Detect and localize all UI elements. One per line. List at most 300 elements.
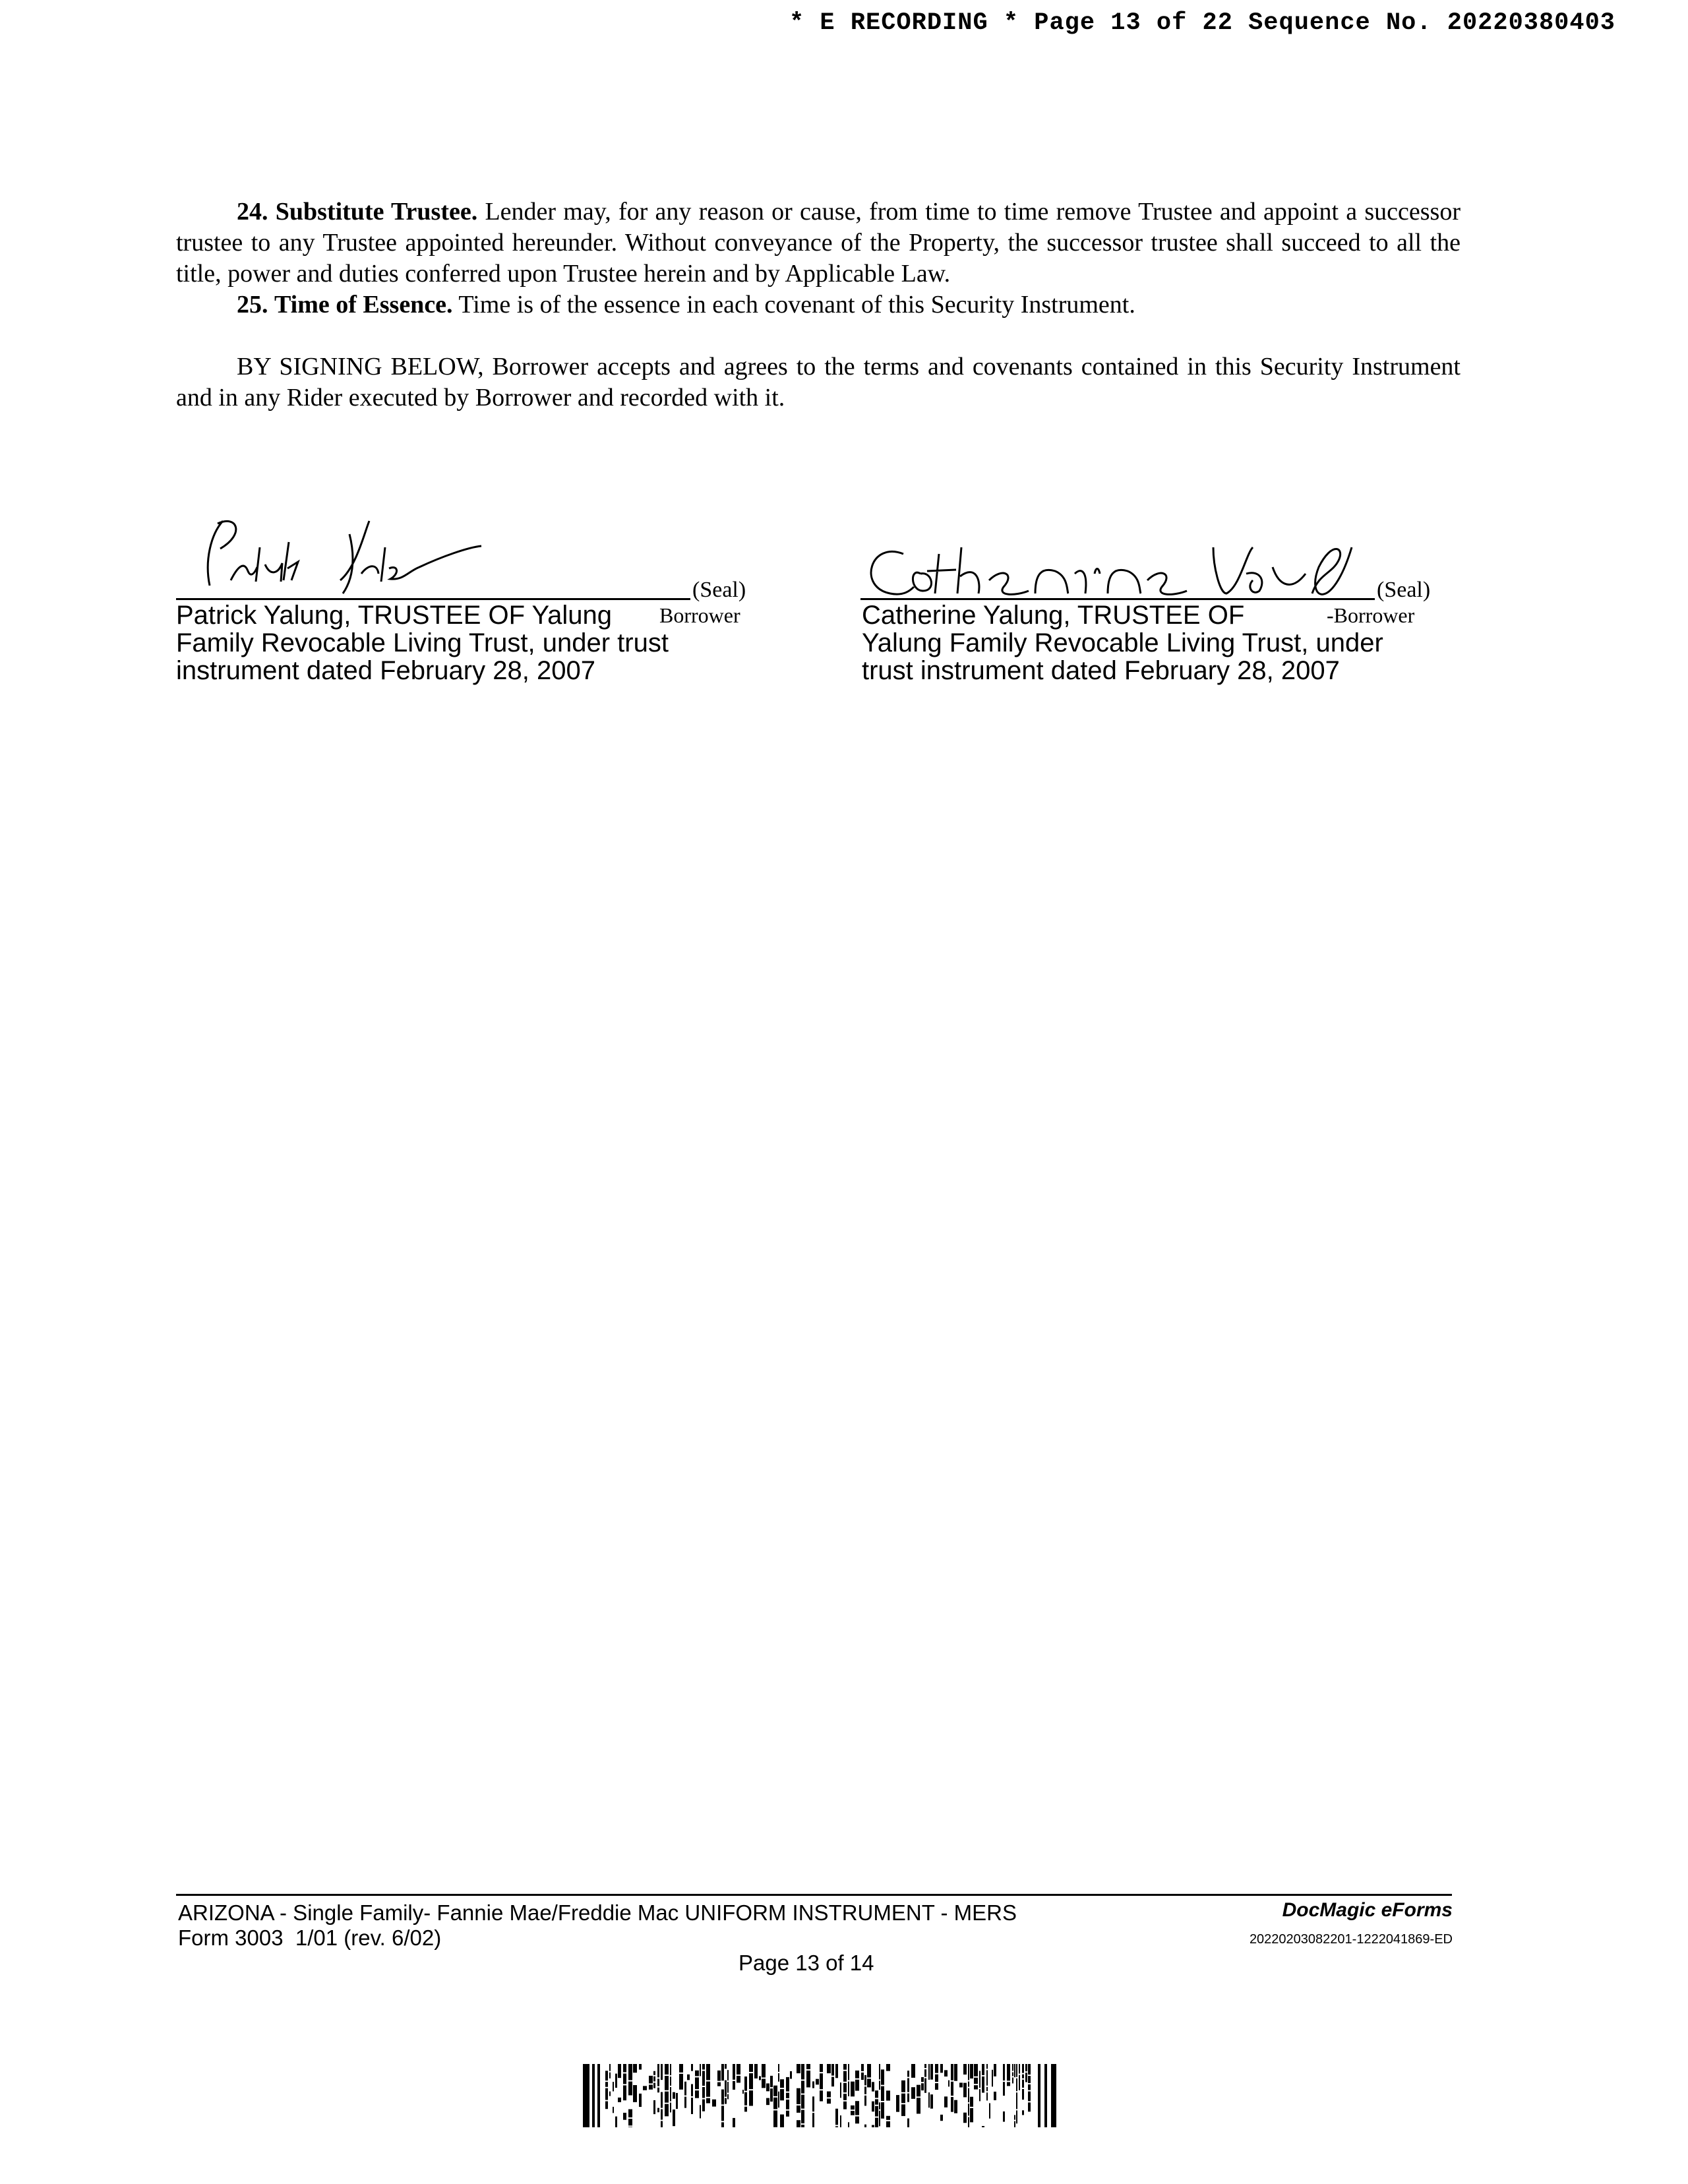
barcode-bar <box>886 2116 890 2120</box>
barcode-bar <box>605 2102 608 2109</box>
barcode-bar <box>886 2090 890 2100</box>
barcode-bar <box>831 2077 834 2087</box>
barcode-bar <box>1044 2064 1047 2127</box>
barcode-bar <box>609 2073 611 2078</box>
barcode-bar <box>982 2126 984 2127</box>
barcode-bar <box>820 2090 823 2101</box>
barcode-bar <box>864 2096 866 2106</box>
barcode-bar <box>657 2064 659 2077</box>
barcode-bar <box>725 2098 727 2104</box>
barcode-bar <box>948 2080 950 2087</box>
barcode-bar <box>778 2092 779 2108</box>
barcode-bar <box>744 2092 747 2106</box>
barcode-bar <box>944 2096 948 2107</box>
barcode-bar <box>633 2085 637 2102</box>
barcode-bar <box>702 2071 705 2086</box>
barcode-bar <box>875 2090 878 2098</box>
barcode-bar <box>879 2080 880 2090</box>
barcode-bar <box>695 2077 699 2089</box>
section-24-heading: Substitute Trustee. <box>275 198 478 226</box>
barcode-bar <box>583 2064 589 2127</box>
barcode-bar <box>727 2070 729 2080</box>
barcode-bar <box>773 2086 777 2096</box>
barcode-bar <box>840 2082 841 2098</box>
barcode-bar <box>609 2092 611 2096</box>
barcode-bar <box>773 2098 777 2109</box>
barcode-bar <box>875 2099 878 2104</box>
signer-name-line-3: trust instrument dated February 28, 2007 <box>862 656 1340 685</box>
barcode-bar <box>820 2064 823 2072</box>
barcode-bar <box>855 2071 859 2078</box>
barcode-bar <box>867 2064 871 2077</box>
barcode-bar <box>605 2071 608 2080</box>
barcode-bar <box>749 2090 753 2106</box>
barcode-bar <box>816 2079 819 2085</box>
barcode-bar <box>1028 2084 1031 2090</box>
barcode-bar <box>770 2076 773 2087</box>
barcode-bar <box>1022 2080 1024 2088</box>
barcode-bar <box>879 2102 880 2109</box>
barcode-bar <box>702 2100 705 2111</box>
barcode-bar <box>974 2085 978 2089</box>
barcode-bar <box>864 2125 866 2127</box>
barcode-bar <box>727 2094 729 2100</box>
barcode-bar <box>628 2119 632 2125</box>
barcode-bar <box>924 2078 926 2093</box>
signer-name-line-2: Yalung Family Revocable Living Trust, under <box>862 628 1383 657</box>
barcode-bar <box>623 2085 626 2100</box>
barcode-bar <box>670 2077 671 2086</box>
barcode-bar <box>907 2078 909 2092</box>
signing-statement: BY SIGNING BELOW, Borrower accepts and agrees to the terms and covenants contained in this Security Instrument and in any Rider executed by Borrower and recorded with it. <box>176 353 1461 411</box>
barcode-bar <box>968 2088 969 2102</box>
barcode-bar <box>797 2120 800 2127</box>
barcode-bar <box>901 2104 905 2116</box>
barcode-bar <box>749 2064 753 2072</box>
barcode-bar <box>907 2119 909 2127</box>
barcode-bar <box>676 2093 678 2109</box>
barcode-bar <box>801 2110 804 2123</box>
barcode-bar <box>935 2075 938 2082</box>
barcode-bar <box>661 2064 663 2080</box>
barcode-bar <box>1003 2064 1005 2080</box>
barcode-bar <box>665 2064 669 2075</box>
signer-name-line-1: Patrick Yalung, TRUSTEE OF Yalung <box>176 601 613 630</box>
barcode-bar <box>986 2070 988 2085</box>
barcode-bar <box>968 2082 969 2087</box>
barcode-bar <box>979 2089 980 2101</box>
barcode-bar <box>801 2080 804 2093</box>
barcode-bar <box>848 2081 849 2096</box>
barcode-bar <box>615 2117 617 2127</box>
barcode-bar <box>790 2071 792 2079</box>
barcode-bar <box>901 2080 905 2092</box>
barcode-bar <box>613 2107 614 2113</box>
barcode-bar <box>649 2076 653 2084</box>
barcode-bar <box>759 2076 761 2080</box>
footer-divider <box>176 1894 1452 1896</box>
barcode-bar <box>661 2092 663 2108</box>
barcode-bar <box>706 2081 710 2096</box>
document-code: 20220203082201-1222041869-ED <box>1249 1932 1453 1947</box>
barcode-bar <box>1038 2064 1040 2127</box>
barcode-bar <box>1016 2078 1017 2091</box>
barcode-bar <box>684 2082 686 2096</box>
barcode-bar <box>801 2095 804 2109</box>
barcode-bar <box>994 2064 996 2077</box>
barcode-bar <box>979 2071 980 2088</box>
barcode-bar <box>851 2111 855 2115</box>
barcode-bar <box>702 2064 705 2069</box>
section-25-number: 25. <box>237 291 268 318</box>
form-line-2: Form 3003 1/01 (rev. 6/02) <box>178 1926 442 1950</box>
barcode-bar <box>737 2076 740 2082</box>
barcode-bar <box>835 2126 838 2127</box>
barcode-bar <box>797 2106 800 2113</box>
barcode-bar <box>786 2077 789 2092</box>
barcode-bar <box>742 2090 744 2094</box>
barcode-bar <box>864 2075 866 2086</box>
barcode-bar <box>695 2071 699 2077</box>
barcode-bar <box>695 2090 699 2098</box>
barcode-bar <box>657 2078 659 2086</box>
barcode-bar <box>613 2082 614 2091</box>
barcode-bar <box>881 2086 884 2101</box>
barcode-bar <box>639 2094 642 2107</box>
barcode-bar <box>733 2081 735 2090</box>
barcode-bar <box>1028 2102 1031 2111</box>
barcode-bar <box>691 2084 693 2096</box>
barcode-bar <box>951 2082 953 2096</box>
barcode-bar <box>665 2076 669 2090</box>
barcode-bar <box>812 2096 814 2111</box>
barcode-bar <box>1019 2064 1020 2074</box>
barcode-bar <box>940 2064 943 2073</box>
barcode-bar <box>911 2064 915 2078</box>
barcode-bar <box>609 2064 611 2071</box>
barcode-bar <box>855 2101 859 2115</box>
barcode-bar <box>843 2083 847 2092</box>
barcode-bar <box>968 2104 969 2115</box>
section-24 <box>176 197 1461 289</box>
barcode-bar <box>762 2078 766 2088</box>
barcode-bar <box>1022 2075 1024 2078</box>
barcode-bar <box>974 2078 978 2084</box>
barcode-bar <box>970 2097 973 2107</box>
barcode-bar <box>881 2102 884 2119</box>
barcode-bar <box>1022 2089 1024 2100</box>
barcode-bar <box>618 2098 621 2102</box>
seal-label-catherine: (Seal) <box>1377 578 1431 602</box>
barcode-bar <box>896 2095 899 2112</box>
barcode-bar <box>848 2064 849 2080</box>
signer-name-line-1: Catherine Yalung, TRUSTEE OF <box>862 601 1245 630</box>
barcode-bar <box>951 2064 953 2080</box>
barcode-bar <box>1014 2115 1015 2119</box>
barcode-bar <box>827 2064 831 2073</box>
signer-name-line-3: instrument dated February 28, 2007 <box>176 656 595 685</box>
barcode-bar <box>1014 2121 1015 2127</box>
signer-name-line-2: Family Revocable Living Trust, under trust <box>176 628 669 657</box>
barcode-bar <box>812 2081 814 2088</box>
barcode-bar <box>831 2064 834 2076</box>
barcode-bar <box>1012 2072 1013 2076</box>
section-25 <box>176 289 1461 320</box>
barcode-bar <box>1016 2092 1017 2109</box>
barcode-bar <box>879 2111 880 2127</box>
barcode-bar <box>1028 2092 1031 2102</box>
barcode-bar <box>665 2104 669 2117</box>
barcode-bar <box>835 2064 838 2078</box>
barcode-bar <box>744 2107 747 2112</box>
barcode-bar <box>623 2073 626 2084</box>
barcode-bar <box>661 2109 663 2120</box>
barcode-bar <box>733 2118 735 2127</box>
barcode-bar <box>861 2073 864 2080</box>
barcode-bar <box>1003 2111 1005 2122</box>
barcode-bar <box>643 2086 647 2090</box>
barcode-bar <box>986 2092 988 2100</box>
barcode-bar <box>615 2074 617 2088</box>
barcode-bar <box>1012 2077 1013 2083</box>
barcode-bar <box>786 2093 789 2098</box>
barcode-bar <box>989 2103 990 2118</box>
barcode-bar <box>653 2077 655 2082</box>
barcode-bar <box>924 2064 926 2068</box>
barcode-bar <box>872 2082 874 2091</box>
barcode-bar <box>930 2094 933 2108</box>
barcode-bar <box>712 2100 716 2107</box>
barcode-bar <box>864 2086 866 2094</box>
recording-header: * E RECORDING * Page 13 of 22 Sequence No. 20220380403 <box>789 9 1615 37</box>
barcode-bar <box>872 2102 874 2112</box>
barcode-bar <box>881 2069 884 2084</box>
barcode-bar <box>780 2115 784 2127</box>
barcode-bar <box>855 2117 859 2124</box>
barcode-bar <box>917 2098 920 2113</box>
barcode-bar <box>930 2064 933 2080</box>
handwritten-signature-patrick <box>191 508 495 600</box>
barcode-bar <box>1025 2073 1027 2082</box>
barcode-bar <box>974 2064 978 2077</box>
barcode-bar <box>706 2064 710 2080</box>
docmagic-logo: DocMagic eForms <box>1282 1899 1453 1921</box>
barcode-bar <box>959 2082 963 2087</box>
barcode-bar <box>687 2075 690 2080</box>
section-25-text: Time is of the essence in each covenant of this Security Instrument. <box>458 291 1135 318</box>
barcode-bar <box>951 2097 953 2112</box>
barcode-bar <box>901 2094 905 2104</box>
barcode-bar <box>917 2085 920 2097</box>
barcode-bar <box>820 2073 823 2089</box>
barcode-bar <box>623 2113 626 2120</box>
signature-line-catherine <box>860 598 1375 600</box>
barcode-bar <box>670 2064 671 2075</box>
barcode-bar <box>673 2092 675 2099</box>
barcode-bar <box>1028 2064 1031 2075</box>
barcode-bar <box>911 2087 915 2099</box>
barcode-bar <box>744 2077 747 2091</box>
barcode-bar <box>639 2064 642 2070</box>
barcode-bar <box>797 2088 800 2104</box>
barcode-bar <box>717 2082 721 2086</box>
barcode-bar <box>1007 2064 1010 2080</box>
barcode-bar <box>1007 2082 1010 2086</box>
barcode-bar <box>1022 2064 1024 2073</box>
barcode-bar <box>1051 2064 1056 2127</box>
barcode-bar <box>928 2092 930 2108</box>
barcode-bar <box>1022 2110 1024 2115</box>
barcode-bar <box>628 2082 632 2096</box>
barcode-bar <box>770 2088 773 2102</box>
barcode-bar <box>982 2064 984 2075</box>
barcode-bar <box>968 2064 969 2080</box>
signature-line-patrick <box>176 598 690 600</box>
barcode-bar <box>907 2071 909 2077</box>
barcode-bar <box>780 2089 784 2100</box>
barcode-bar <box>886 2064 890 2071</box>
barcode-bar <box>921 2077 924 2082</box>
barcode-bar <box>970 2108 973 2123</box>
document-body <box>176 197 1461 413</box>
barcode-bar <box>879 2064 880 2079</box>
borrower-label-patrick: Borrower <box>659 603 740 627</box>
barcode-bar <box>717 2071 721 2081</box>
barcode-bar <box>875 2118 878 2127</box>
barcode-bar <box>1012 2064 1013 2071</box>
barcode-bar <box>840 2115 841 2127</box>
barcode-bar <box>1019 2075 1020 2090</box>
barcode-bar <box>801 2125 804 2127</box>
barcode-bar <box>924 2069 926 2077</box>
barcode-bar <box>679 2074 683 2090</box>
barcode-bar <box>940 2115 943 2121</box>
barcode-bar <box>762 2064 766 2077</box>
barcode-bar <box>623 2064 626 2072</box>
barcode-bar <box>921 2083 924 2090</box>
barcode-bar <box>1014 2064 1015 2077</box>
barcode-bar <box>855 2080 859 2091</box>
barcode-bar <box>725 2080 727 2097</box>
barcode-bar <box>749 2073 753 2089</box>
barcode-bar <box>907 2094 909 2102</box>
barcode-bar <box>605 2088 608 2100</box>
barcode-bar <box>721 2090 724 2105</box>
barcode-bar <box>970 2064 973 2078</box>
barcode-bar <box>657 2108 659 2113</box>
barcode-bar <box>935 2064 938 2073</box>
barcode-bar <box>843 2102 847 2109</box>
barcode-bar <box>963 2064 967 2075</box>
barcode-bar <box>963 2083 967 2098</box>
barcode-bar <box>725 2064 727 2069</box>
barcode-bar <box>766 2083 769 2091</box>
barcode-bar <box>778 2073 779 2082</box>
barcode-bar <box>778 2064 779 2072</box>
barcode-bar <box>992 2070 993 2087</box>
barcode-bar <box>679 2064 683 2073</box>
barcode-bar <box>754 2064 758 2078</box>
barcode-bar <box>670 2103 671 2113</box>
barcode-bar <box>867 2078 871 2087</box>
section-24-text: Lender may, for any reason or cause, from time to time remove Trustee and appoint a successor trustee to any Trustee appointed hereunder. Without conveyance of the Property, the successor trustee shall succeed to all the title, power and duties conferred upon Trustee herein and by Applicable Law. <box>176 198 1461 288</box>
barcode-bar <box>727 2082 729 2093</box>
barcode-bar <box>872 2125 874 2127</box>
barcode-bar <box>657 2088 659 2093</box>
barcode-bar <box>661 2121 663 2127</box>
barcode-bar <box>786 2100 789 2109</box>
form-identifier <box>178 1900 1017 1951</box>
barcode-bar <box>982 2077 984 2093</box>
barcode-bar <box>773 2110 777 2127</box>
barcode-bar <box>954 2064 957 2081</box>
barcode-bar <box>1003 2082 1005 2096</box>
barcode-bar <box>827 2092 831 2098</box>
barcode-bar <box>684 2097 686 2108</box>
barcode-bar <box>670 2087 671 2102</box>
barcode-bar <box>737 2064 740 2075</box>
barcode-bar <box>935 2083 938 2090</box>
barcode-bar <box>806 2071 810 2088</box>
barcode-bar <box>827 2098 831 2104</box>
barcode-bar <box>721 2064 724 2080</box>
barcode-bar <box>968 2117 969 2127</box>
barcode-bar <box>653 2100 655 2114</box>
barcode-bar <box>633 2064 637 2073</box>
barcode-bar <box>780 2079 784 2088</box>
barcode-bar <box>597 2064 600 2127</box>
barcode-bar <box>786 2111 789 2117</box>
barcode-bar <box>843 2064 847 2070</box>
borrower-label-catherine: -Borrower <box>1327 603 1415 627</box>
barcode-bar <box>653 2071 655 2075</box>
barcode-bar <box>628 2064 632 2080</box>
barcode-bar <box>1016 2064 1017 2077</box>
form-line-1: ARIZONA - Single Family- Fannie Mae/Freddie Mac UNIFORM INSTRUMENT - MERS <box>178 1900 1017 1925</box>
barcode-bar <box>649 2084 653 2089</box>
barcode-bar <box>721 2122 724 2127</box>
barcode-bar <box>797 2064 800 2073</box>
barcode-bar <box>766 2098 769 2106</box>
barcode-bar <box>851 2106 855 2109</box>
barcode-bar <box>928 2064 930 2080</box>
barcode-bar <box>801 2064 804 2079</box>
barcode-bar <box>812 2113 814 2127</box>
barcode-bar <box>806 2064 810 2069</box>
barcode-bar <box>700 2105 701 2118</box>
barcode-bar <box>605 2082 608 2087</box>
barcode-bar <box>691 2064 693 2071</box>
section-25-heading: Time of Essence. <box>274 291 453 318</box>
barcode-bar <box>963 2113 967 2123</box>
page-number: Page 13 of 14 <box>738 1951 874 1975</box>
barcode-bar <box>673 2109 675 2126</box>
barcode-bar <box>1025 2064 1027 2071</box>
barcode-bar <box>653 2082 655 2088</box>
barcode-bar <box>733 2064 735 2080</box>
barcode-image <box>583 2064 1058 2127</box>
barcode-bar <box>851 2082 855 2097</box>
barcode-bar <box>592 2064 595 2127</box>
barcode-bar <box>706 2098 710 2104</box>
barcode-bar <box>835 2109 838 2125</box>
barcode-bar <box>986 2064 988 2069</box>
barcode-bar <box>861 2064 864 2071</box>
barcode-bar <box>994 2092 996 2100</box>
barcode-bar <box>944 2070 948 2077</box>
seal-label-patrick: (Seal) <box>692 578 746 602</box>
barcode-bar <box>702 2087 705 2098</box>
